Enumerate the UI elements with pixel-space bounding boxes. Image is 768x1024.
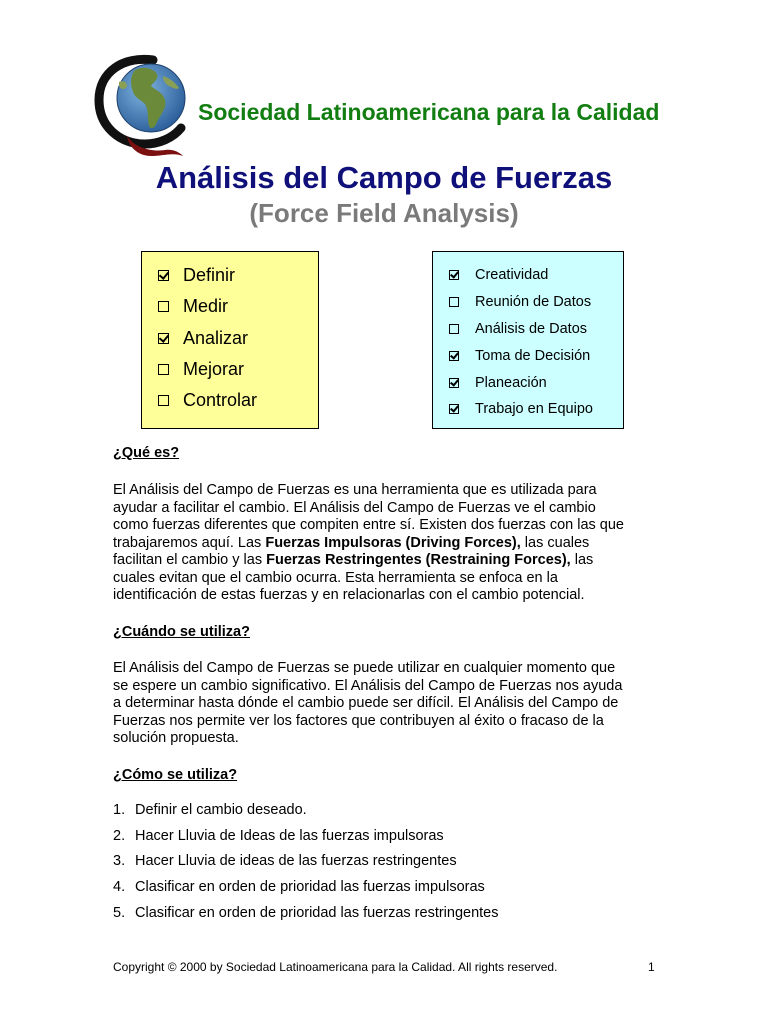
checklist-item-trabajo-en-equipo <box>449 396 623 423</box>
checklist-item-creatividad <box>449 262 623 289</box>
body-line <box>113 552 653 570</box>
checkbox-icon <box>449 324 459 334</box>
checklist-item-planeacion <box>449 369 623 396</box>
list-item <box>113 879 499 905</box>
step-text: Definir el cambio deseado. <box>135 802 307 818</box>
checklist-label: Reunión de Datos <box>475 294 592 311</box>
steps-list <box>113 802 499 930</box>
phases-checklist-box <box>141 251 319 429</box>
checklist-item-toma-de-decision <box>449 342 623 369</box>
body-line: como fuerzas diferentes que compiten entre sí. Existen dos fuerzas con las que <box>113 517 624 533</box>
organization-name: Sociedad Latinoamericana para la Calidad <box>198 99 660 125</box>
step-text: Hacer Lluvia de ideas de las fuerzas restringentes <box>135 853 457 870</box>
checklist-label: Analizar <box>183 327 249 348</box>
body-line <box>113 535 653 553</box>
checkbox-icon <box>449 378 459 388</box>
step-number: 5. <box>113 904 126 921</box>
list-item <box>113 828 499 854</box>
checklist-label: Definir <box>183 265 236 286</box>
checklist-item-definir <box>158 260 318 291</box>
step-text: Clasificar en orden de prioridad las fuerzas restringentes <box>135 904 499 921</box>
body-line: se espere un cambio significativo. El Análisis del Campo de Fuerzas nos ayuda <box>113 677 623 694</box>
body-text: las <box>570 552 594 568</box>
checkbox-icon <box>158 270 169 281</box>
step-number: 4. <box>113 879 126 896</box>
section-body-what <box>113 482 653 605</box>
list-item <box>113 905 499 931</box>
checklist-item-controlar <box>158 385 318 416</box>
checkbox-icon <box>449 404 459 414</box>
checklist-item-mejorar <box>158 354 318 385</box>
page-number: 1 <box>648 960 655 974</box>
copyright-footer: Copyright © 2000 by Sociedad Latinoamericana para la Calidad. All rights reserved. <box>113 960 558 974</box>
body-line: a determinar hasta dónde el cambio puede ser difícil. El Análisis del Campo de <box>113 695 619 711</box>
checklist-label: Planeación <box>475 374 547 391</box>
section-body-when <box>113 660 653 748</box>
checklist-label: Análisis de Datos <box>475 320 588 337</box>
body-line: cuales evitan que el cambio ocurra. Esta herramienta se enfoca en la <box>113 569 558 586</box>
body-line: ayudar a facilitar el cambio. El Análisis del Campo de Fuerzas ve el cambio <box>113 499 596 516</box>
step-number: 2. <box>113 827 126 844</box>
checklist-item-analizar <box>158 323 318 354</box>
checkbox-icon <box>449 270 459 280</box>
checklist-label: Medir <box>183 296 229 317</box>
body-line: identificación de estas fuerzas y en relacionarlas con el cambio potencial. <box>113 587 585 603</box>
body-text: trabajaremos aquí. Las <box>113 534 266 551</box>
checklist-label: Creatividad <box>475 267 549 284</box>
skills-checklist-box <box>432 251 624 429</box>
checkbox-icon <box>158 364 169 375</box>
body-line: Fuerzas nos permite ver los factores que contribuyen al éxito o fracaso de la <box>113 712 604 729</box>
step-number: 3. <box>113 853 126 870</box>
checkbox-icon <box>158 301 169 312</box>
step-text: Hacer Lluvia de Ideas de las fuerzas impulsoras <box>135 827 444 844</box>
checklist-item-analisis-de-datos <box>449 316 623 343</box>
checkbox-icon <box>158 395 169 406</box>
body-line: solución propuesta. <box>113 730 239 746</box>
checklist-label: Mejorar <box>183 359 245 380</box>
page-subtitle: (Force Field Analysis) <box>249 198 519 228</box>
restraining-forces-term: Fuerzas Restringentes (Restraining Forces), <box>266 552 571 568</box>
section-heading-what: ¿Qué es? <box>113 445 180 461</box>
section-heading-when: ¿Cuándo se utiliza? <box>113 624 250 640</box>
page-title: Análisis del Campo de Fuerzas <box>155 160 613 195</box>
checkbox-icon <box>449 297 459 307</box>
checklist-item-reunion-de-datos <box>449 289 623 316</box>
list-item <box>113 853 499 879</box>
globe-with-q-logo <box>93 52 193 160</box>
step-number: 1. <box>113 802 126 818</box>
step-text: Clasificar en orden de prioridad las fuerzas impulsoras <box>135 879 485 896</box>
checklist-label: Toma de Decisión <box>475 347 591 364</box>
body-text: las cuales <box>520 534 590 551</box>
body-line: El Análisis del Campo de Fuerzas se puede utilizar en cualquier momento que <box>113 660 616 676</box>
checkbox-icon <box>158 333 169 344</box>
checklist-label: Controlar <box>183 390 258 411</box>
section-heading-how: ¿Cómo se utiliza? <box>113 767 238 783</box>
checklist-item-medir <box>158 291 318 322</box>
list-item <box>113 802 499 828</box>
checklist-label: Trabajo en Equipo <box>475 401 593 418</box>
body-line: El Análisis del Campo de Fuerzas es una herramienta que es utilizada para <box>113 482 597 498</box>
body-text: facilitan el cambio y las <box>113 552 267 568</box>
driving-forces-term: Fuerzas Impulsoras (Driving Forces), <box>265 534 521 551</box>
checkbox-icon <box>449 351 459 361</box>
